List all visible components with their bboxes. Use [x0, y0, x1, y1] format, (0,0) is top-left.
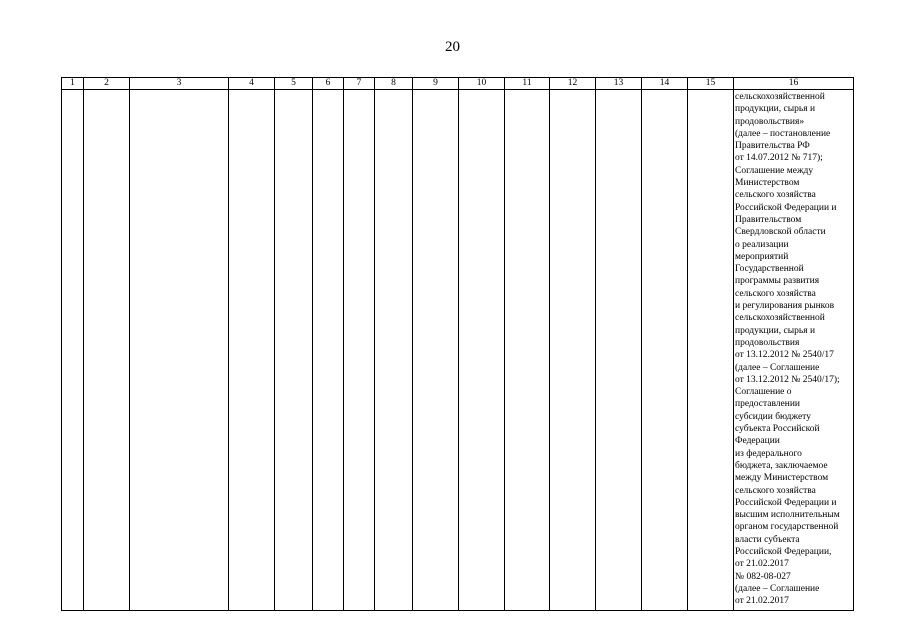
text-line: власти субъекта: [735, 534, 800, 545]
document-table: [61, 77, 854, 611]
column-header-5: 5: [275, 78, 313, 90]
column-header-14: 14: [642, 78, 688, 90]
text-line: сельскохозяйственной: [735, 313, 825, 324]
text-line: Министерством: [735, 178, 800, 189]
column-header-12: 12: [550, 78, 596, 90]
text-line: между Министерством: [735, 473, 829, 484]
table-cell-col-6: [313, 90, 344, 611]
text-line: от 13.12.2012 № 2540/17);: [735, 374, 840, 385]
column-header-7: 7: [344, 78, 375, 90]
table-cell-col-4: [229, 90, 275, 611]
text-line: субъекта Российской: [735, 424, 820, 435]
text-line: Государственной: [735, 264, 804, 275]
text-line: продовольствия»: [735, 116, 805, 127]
text-line: субсидии бюджету: [735, 411, 811, 422]
text-line: продовольствия: [735, 337, 800, 348]
column-header-2: 2: [84, 78, 130, 90]
text-line: от 21.02.2017: [735, 596, 789, 607]
table-cell-col-16: [734, 90, 854, 611]
column-header-16: 16: [734, 78, 854, 90]
text-line: Правительством: [735, 214, 802, 225]
table-row: [62, 90, 854, 611]
text-line: продукции, сырья и: [735, 325, 816, 336]
column-header-8: 8: [375, 78, 413, 90]
text-line: продукции, сырья и: [735, 104, 816, 115]
text-line: от 21.02.2017: [735, 559, 789, 570]
table-cell-col-14: [642, 90, 688, 611]
text-line: о реализации: [735, 239, 789, 250]
text-line: Российской Федерации и: [735, 497, 837, 508]
text-line: Федерации: [735, 436, 780, 447]
text-line: мероприятий: [735, 251, 789, 262]
table-cell-col-5: [275, 90, 313, 611]
text-line: Правительства РФ: [735, 141, 810, 152]
table-cell-col-1: [62, 90, 84, 611]
column-header-6: 6: [313, 78, 344, 90]
column-header-3: 3: [130, 78, 229, 90]
column-header-10: 10: [459, 78, 505, 90]
text-line: (далее – Соглашение: [735, 362, 820, 373]
table-cell-col-2: [84, 90, 130, 611]
table-cell-col-9: [413, 90, 459, 611]
table-cell-col-15: [688, 90, 734, 611]
text-line: сельского хозяйства: [735, 190, 816, 201]
table-cell-col-12: [550, 90, 596, 611]
column-header-4: 4: [229, 78, 275, 90]
text-line: Российской Федерации и: [735, 202, 837, 213]
text-line: Соглашение о: [735, 387, 792, 398]
column-header-11: 11: [505, 78, 550, 90]
text-line: сельского хозяйства: [735, 485, 816, 496]
column-header-1: 1: [62, 78, 84, 90]
text-line: предоставлении: [735, 399, 801, 410]
text-line: и регулирования рынков: [735, 301, 835, 312]
table-cell-col-7: [344, 90, 375, 611]
text-line: программы развития: [735, 276, 820, 287]
text-line: из федерального: [735, 448, 802, 459]
text-line: (далее – Соглашение: [735, 583, 820, 594]
column-header-15: 15: [688, 78, 734, 90]
text-line: органом государственной: [735, 522, 839, 533]
table-cell-col-3: [130, 90, 229, 611]
text-line: бюджета, заключаемое: [735, 460, 828, 471]
text-line: от 14.07.2012 № 717);: [735, 153, 823, 164]
column-header-9: 9: [413, 78, 459, 90]
text-line: Российской Федерации,: [735, 546, 832, 557]
text-line: Свердловской области: [735, 227, 826, 238]
text-line: сельского хозяйства: [735, 288, 816, 299]
table-cell-col-11: [505, 90, 550, 611]
table-cell-col-10: [459, 90, 505, 611]
text-line: сельскохозяйственной: [735, 92, 825, 102]
text-line: от 13.12.2012 № 2540/17: [735, 350, 834, 361]
header-row: [62, 78, 854, 90]
text-line: Соглашение между: [735, 165, 814, 176]
text-line: высшим исполнительным: [735, 510, 840, 521]
text-line: № 082-08-027: [735, 571, 791, 582]
table-cell-col-8: [375, 90, 413, 611]
page-number: 20: [445, 39, 460, 55]
legal-basis-text: [734, 90, 853, 610]
column-header-13: 13: [596, 78, 642, 90]
text-line: (далее – постановление: [735, 128, 831, 139]
table-cell-col-13: [596, 90, 642, 611]
